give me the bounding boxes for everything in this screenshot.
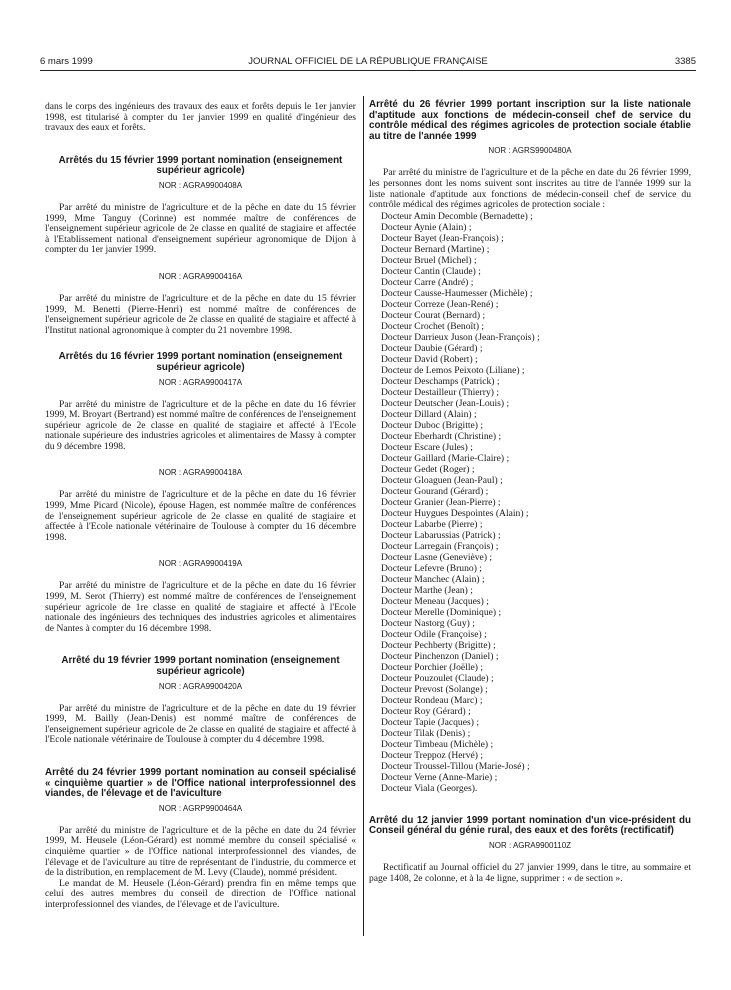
section-title: Arrêtés du 15 février 1999 portant nomination (enseignement supérieur agricole) xyxy=(58,154,343,177)
doctor-list xyxy=(369,211,691,794)
doctor-list-item: Docteur Roy (Gérard) ; xyxy=(381,705,471,717)
doctor-list-item: Docteur Odile (Françoise) ; xyxy=(381,628,487,640)
decree-paragraph: Par arrêté du ministre de l'agriculture et de la pêche en date du 15 février 1999, M. Benetti (Pierre-Henri) est nommé maître de conférences de l'enseignement supérieur agricole de 2e classe en qualité de stagiaire et affecté à l'Institut national agronomique à compter du 21 novembre 1998. xyxy=(45,292,356,336)
doctor-list-item: Docteur Causse-Haumesser (Michèle) ; xyxy=(381,287,533,299)
intro-paragraph: dans le corps des ingénieurs des travaux des eaux et forêts depuis le 1er janvier 1998, est titularisé à compter du 1er janvier 1999 en qualité d'ingénieur des travaux des eaux et forêts. xyxy=(45,101,356,134)
doctor-list-item: Docteur Dillard (Alain) ; xyxy=(381,408,477,420)
doctor-list-item: Docteur Pechberty (Brigitte) ; xyxy=(381,639,496,651)
decree-paragraph: Par arrêté du ministre de l'agriculture et de la pêche en date du 16 février 1999, Mme Picard (Nicole), épouse Hagen, est nommée maître de conférences de l'enseignement supérieur agricole de 2e classe en qualité de stagiaire et affectée à l'Ecole nationale vétérinaire de Toulouse à compter du 16 décembre 1998. xyxy=(45,489,356,543)
doctor-list-item: Docteur Lefevre (Bruno) ; xyxy=(381,562,482,574)
header-date: 6 mars 1999 xyxy=(40,56,93,67)
doctor-list-item: Docteur Courat (Bernard) ; xyxy=(381,309,486,321)
doctor-list-item: Docteur Bruel (Michel) ; xyxy=(381,254,477,266)
page-header xyxy=(40,56,696,70)
doctor-list-item: Docteur Pinchenzon (Daniel) ; xyxy=(381,650,499,662)
decree-paragraph: Par arrêté du ministre de l'agriculture et de la pêche en date du 15 février 1999, Mme Tanguy (Corinne) est nommée maître de conférences de l'enseignement supérieur agricole de 2e classe en qualité de stagiaire et affectée à l'Etablissement national d'enseignement supérieur agronomique de Dijon à compter du 1er janvier 1999. xyxy=(45,201,356,256)
decree-paragraph: Par arrêté du ministre de l'agriculture et de la pêche en date du 16 février 1999, M. Serot (Thierry) est nommé maître de conférences de l'enseignement supérieur agricole de 1re classe en qualité de stagiaire et affecté à l'Ecole nationale des ingénieurs des techniques des industries agricoles et alimentaires de Nantes à compter du 16 décembre 1998. xyxy=(45,580,356,634)
doctor-list-item: Docteur Gloaguen (Jean-Paul) ; xyxy=(381,474,503,486)
decree-paragraph: Par arrêté du ministre de l'agriculture et de la pêche en date du 24 février 1999, M. Heusele (Léon-Gérard) est nommé membre du conseil spécialisé « cinquième quartier » de l'Office national interprofessionnel des viandes, de l'élevage et de l'aviculture au titre de représentant de l'industrie, du commerce et de la distribution, en remplacement de M. Levy (Claude), nommé président. xyxy=(45,824,356,879)
doctor-list-item: Docteur Deschamps (Patrick) ; xyxy=(381,375,500,387)
section-title: Arrêté du 24 février 1999 portant nomination au conseil spécialisé « cinquième quartier » de l'Office national interprofessionnel des viandes, de l'élevage et de l'aviculture xyxy=(45,766,356,800)
section-title: Arrêté du 26 février 1999 portant inscription sur la liste nationale d'aptitude aux fonctions de médecin-conseil chef de service du contrôle médical des régimes agricoles de protection sociale établie au titre de l'année 1999 xyxy=(369,99,691,142)
doctor-list-item: Docteur de Lemos Peixoto (Liliane) ; xyxy=(381,364,525,376)
doctor-list-item: Docteur Amin Decomble (Bernadette) ; xyxy=(381,210,533,222)
doctor-list-item: Docteur Carre (André) ; xyxy=(381,276,474,288)
nor-reference: NOR : AGRA9900110Z xyxy=(488,840,572,850)
doctor-list-item: Docteur Daubie (Gérard) ; xyxy=(381,342,483,354)
doctor-list-item: Docteur Porchier (Joëlle) ; xyxy=(381,661,484,673)
doctor-list-item: Docteur Cantin (Claude) ; xyxy=(381,265,481,277)
doctor-list-item: Docteur Darrieux Juson (Jean-François) ; xyxy=(381,331,540,343)
doctor-list-item: Docteur Duboc (Brigitte) ; xyxy=(381,419,484,431)
doctor-list-item: Docteur David (Robert) ; xyxy=(381,353,478,365)
doctor-list-item: Docteur Treppoz (Hervé) ; xyxy=(381,749,484,761)
doctor-list-item: Docteur Prevost (Solange) ; xyxy=(381,683,488,695)
nor-reference: NOR : AGRA9900419A xyxy=(158,559,243,569)
doctor-list-item: Docteur Larregain (François) ; xyxy=(381,540,499,552)
column-divider xyxy=(363,96,364,936)
header-rule xyxy=(40,70,696,71)
doctor-list-item: Docteur Meneau (Jacques) ; xyxy=(381,595,489,607)
doctor-list-item: Docteur Gaillard (Marie-Claire) ; xyxy=(381,452,510,464)
doctor-list-item: Docteur Gourand (Gérard) ; xyxy=(381,485,489,497)
decree-paragraph: Par arrêté du ministre de l'agriculture et de la pêche en date du 19 février 1999, M. Bailly (Jean-Denis) est nommé maître de conférences de l'enseignement supérieur agricole de 2e classe en qualité de stagiaire et affecté à l'Ecole nationale vétérinaire de Toulouse à compter du 4 décembre 1998. xyxy=(45,702,356,746)
doctor-list-item: Docteur Correze (Jean-René) ; xyxy=(381,298,499,310)
nor-reference: NOR : AGRA9900417A xyxy=(158,377,243,387)
doctor-list-item: Docteur Tapie (Jacques) ; xyxy=(381,716,479,728)
doctor-list-item: Docteur Deutscher (Jean-Louis) ; xyxy=(381,397,510,409)
doctor-list-item: Docteur Marthe (Jean) ; xyxy=(381,584,473,596)
rectification-paragraph: Rectificatif au Journal officiel du 27 janvier 1999, dans le titre, au sommaire et page 1408, 2e colonne, et à la 4e ligne, supprimer : « de section ». xyxy=(369,861,691,884)
doctor-list-item: Docteur Escare (Jules) ; xyxy=(381,441,473,453)
doctor-list-item: Docteur Timbeau (Michèle) ; xyxy=(381,738,494,750)
doctor-list-item: Docteur Rondeau (Marc) ; xyxy=(381,694,483,706)
nor-reference: NOR : AGRA9900418A xyxy=(158,468,243,478)
doctor-list-item: Docteur Troussel-Tillou (Marie-José) ; xyxy=(381,760,530,772)
nor-reference: NOR : AGRA9900416A xyxy=(158,271,243,281)
right-column xyxy=(369,100,691,884)
nor-reference: NOR : AGRA9900408A xyxy=(158,180,243,190)
doctor-list-item: Docteur Tilak (Denis) ; xyxy=(381,727,471,739)
doctor-list-item: Docteur Labarussias (Patrick) ; xyxy=(381,529,501,541)
doctor-list-item: Docteur Labarbe (Pierre) ; xyxy=(381,518,483,530)
nor-reference: NOR : AGRA9900420A xyxy=(158,681,243,691)
decree-paragraph: Par arrêté du ministre de l'agriculture et de la pêche en date du 26 février 1999, les personnes dont les noms suivent sont inscrites au titre de l'année 1999 sur la liste nationale d'aptitude aux fonctions de médecin-conseil chef de service du contrôle médical des régimes agricoles de protection sociale : xyxy=(369,167,691,211)
doctor-list-item: Docteur Eberhardt (Christine) ; xyxy=(381,430,502,442)
doctor-list-item: Docteur Nastorg (Guy) ; xyxy=(381,617,475,629)
decree-paragraph: Le mandat de M. Heusele (Léon-Gérard) prendra fin en même temps que celui des autres membres du conseil de direction de l'Office national interprofessionnel des viandes, de l'élevage et de l'aviculture. xyxy=(45,877,356,910)
doctor-list-item: Docteur Lasne (Geneviève) ; xyxy=(381,551,493,563)
nor-reference: NOR : AGRP9900464A xyxy=(158,803,243,813)
doctor-list-item: Docteur Bayet (Jean-François) ; xyxy=(381,232,504,244)
doctor-list-item: Docteur Gedet (Roger) ; xyxy=(381,463,475,475)
doctor-list-item: Docteur Crochet (Benoît) ; xyxy=(381,320,485,332)
doctor-list-item: Docteur Manchec (Alain) ; xyxy=(381,573,485,585)
doctor-list-item: Docteur Verne (Anne-Marie) ; xyxy=(381,771,498,783)
section-title: Arrêté du 19 février 1999 portant nomination (enseignement supérieur agricole) xyxy=(61,655,340,677)
nor-reference: NOR : AGRS9900480A xyxy=(488,146,572,156)
doctor-list-item: Docteur Huygues Despointes (Alain) ; xyxy=(381,507,529,519)
doctor-list-item: Docteur Aynie (Alain) ; xyxy=(381,221,472,233)
doctor-list-item: Docteur Pouzoulet (Claude) ; xyxy=(381,672,494,684)
doctor-list-item: Docteur Destailleur (Thierry) ; xyxy=(381,386,500,398)
doctor-list-item: Docteur Merelle (Dominique) ; xyxy=(381,606,502,618)
doctor-list-item: Docteur Bernard (Martine) ; xyxy=(381,243,490,255)
section-title: Arrêtés du 16 février 1999 portant nomination (enseignement supérieur agricole) xyxy=(58,351,343,373)
left-column xyxy=(45,102,356,911)
doctor-list-item: Docteur Granier (Jean-Pierre) ; xyxy=(381,496,501,508)
doctor-list-item: Docteur Viala (Georges). xyxy=(381,782,478,794)
header-page-number: 3385 xyxy=(674,56,696,67)
decree-paragraph: Par arrêté du ministre de l'agriculture et de la pêche en date du 16 février 1999, M. Broyart (Bertrand) est nommé maître de conférences de l'enseignement supérieur agricole de 2e classe en qualité de stagiaire et affecté à l'Ecole nationale supérieure des industries agricoles et alimentaires de Massy à compter du 9 décembre 1998. xyxy=(45,398,356,452)
section-title: Arrêté du 12 janvier 1999 portant nomination d'un vice-président du Conseil général du génie rural, des eaux et des forêts (rectificatif) xyxy=(369,814,691,837)
header-journal-title: JOURNAL OFFICIEL DE LA RÉPUBLIQUE FRANÇAISE xyxy=(248,56,488,67)
